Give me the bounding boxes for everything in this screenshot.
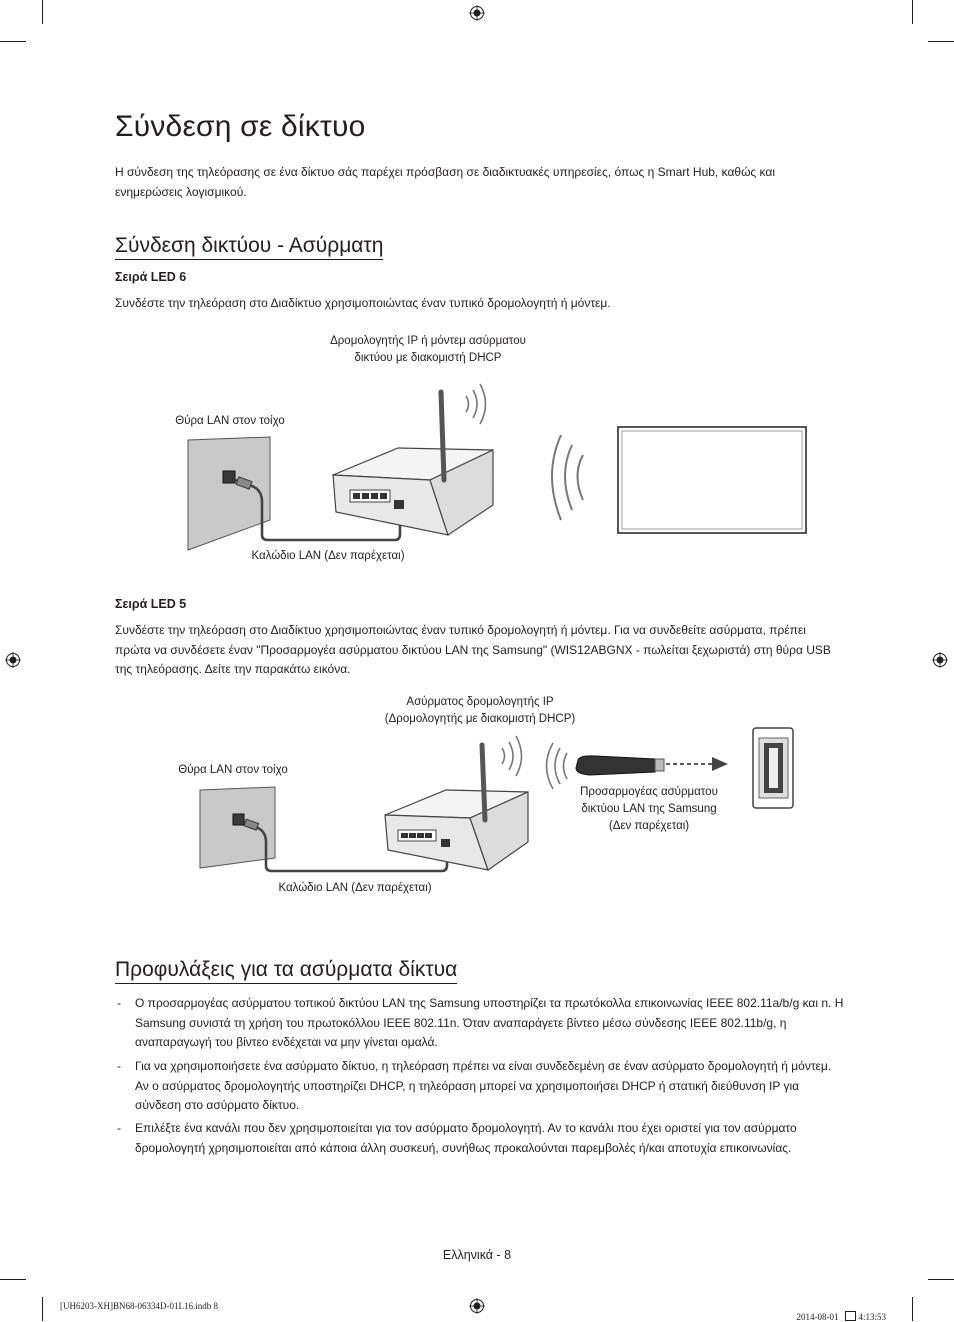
section-heading-wireless: Σύνδεση δικτύου - Ασύρματη — [115, 234, 383, 260]
wall-port-caption: Θύρα LAN στον τοίχο — [178, 764, 288, 776]
adapter-caption-line2: δικτύου LAN της Samsung — [581, 803, 717, 815]
router-caption-line2: δικτύου με διακομιστή DHCP — [354, 352, 502, 364]
crop-mark — [42, 1297, 43, 1321]
diagram-led6 — [0, 330, 954, 570]
footer-file: [UH6203-XH]BN68-06334D-01L16.indb 8 — [60, 1301, 218, 1311]
router-caption-line1: Ασύρματος δρομολογητής IP — [406, 696, 554, 708]
router-caption-line1: Δρομολογητής IP ή μόντεμ ασύρματου — [330, 335, 526, 347]
cable-caption: Καλώδιο LAN (Δεν παρέχεται) — [278, 882, 432, 894]
subheading-led5: Σειρά LED 5 — [115, 597, 187, 611]
registration-mark-icon — [469, 5, 485, 21]
subheading-led6: Σειρά LED 6 — [115, 270, 187, 284]
diagram-led5 — [0, 690, 954, 910]
list-item: - Ο προσαρμογέας ασύρματου τοπικού δικτύου LAN της Samsung υποστηρίζει τα πρωτόκολλα επικοινωνίας IEEE 802.11a/b/g και n. Η Samsung συνιστά τη χρήση του πρωτοκόλλου IEEE 802.11n. Όταν αναπαράγετε βίντεο μέσω σύνδεσης IEEE 802.11b/g, η αναπαραγωγή του βίντεο ενδέχεται να μην γίνεται ομαλά. — [117, 996, 844, 1049]
crop-mark — [912, 0, 913, 24]
page-title: Σύνδεση σε δίκτυο — [115, 110, 366, 143]
adapter-caption-line1: Προσαρμογέας ασύρματου — [580, 786, 718, 798]
crop-mark — [912, 1297, 913, 1321]
router-caption-line2: (Δρομολογητής με διακομιστή DHCP) — [384, 713, 576, 725]
page-number: Ελληνικά - 8 — [442, 1248, 512, 1262]
crop-mark — [928, 1279, 954, 1280]
footer-date: 2014-08-01 — [796, 1312, 846, 1322]
crop-mark — [928, 41, 954, 42]
footer-time: 4:13:53 — [856, 1312, 887, 1322]
led6-paragraph: Συνδέστε την τηλεόραση στο Διαδίκτυο χρησιμοποιώντας έναν τυπικό δρομολογητή ή μόντεμ. — [115, 296, 611, 310]
intro-paragraph: Η σύνδεση της τηλεόρασης σε ένα δίκτυο σάς παρέχει πρόσβαση σε διαδικτυακές υπηρεσίες, όπως η Smart Hub, καθώς και ενημερώσεις λογισμικού. — [115, 165, 776, 199]
registration-mark-icon — [469, 1298, 485, 1314]
led5-paragraph: Συνδέστε την τηλεόραση στο Διαδίκτυο χρησιμοποιώντας έναν τυπικό δρομολογητή ή μόντεμ. Για να συνδεθείτε ασύρματα, πρέπει πρώτα να συνδέσετε έναν "Προσαρμογέα ασύρματου δικτύου LAN της Samsung" (WIS12ABGNX - πωλείται ξεχωριστά) στη θύρα USB της τηλεόρασης. Δείτε την παρακάτω εικόνα. — [115, 623, 831, 676]
wall-port-caption: Θύρα LAN στον τοίχο — [175, 415, 285, 427]
clock-icon — [845, 1311, 856, 1321]
list-item: - Επιλέξτε ένα κανάλι που δεν χρησιμοποιείται για τον ασύρματο δρομολογητή. Αν το κανάλι που έχει οριστεί για τον ασύρματο δρομολογητή χρησιμοποιείται από κάποια άλλη συσκευή, συνήθως προκαλούνται παρεμβολές ή/και αποτυχία επικοινωνίας. — [117, 1121, 797, 1155]
section-heading-precautions: Προφυλάξεις για τα ασύρματα δίκτυα — [115, 958, 457, 984]
cable-caption: Καλώδιο LAN (Δεν παρέχεται) — [251, 550, 405, 562]
registration-mark-icon — [5, 652, 21, 668]
crop-mark — [0, 1279, 26, 1280]
crop-mark — [42, 0, 43, 24]
crop-mark — [0, 41, 26, 42]
adapter-caption-line3: (Δεν παρέχεται) — [608, 820, 690, 832]
registration-mark-icon — [932, 652, 948, 668]
list-item: - Για να χρησιμοποιήσετε ένα ασύρματο δίκτυο, η τηλεόραση πρέπει να είναι συνδεδεμένη σε έναν ασύρματο δρομολογητή ή μόντεμ. Αν ο ασύρματος δρομολογητής υποστηρίζει DHCP, η τηλεόραση μπορεί να χρησιμοποιήσει DHCP ή στατική διεύθυνση IP για σύνδεση στο ασύρματο δίκτυο. — [117, 1059, 832, 1112]
